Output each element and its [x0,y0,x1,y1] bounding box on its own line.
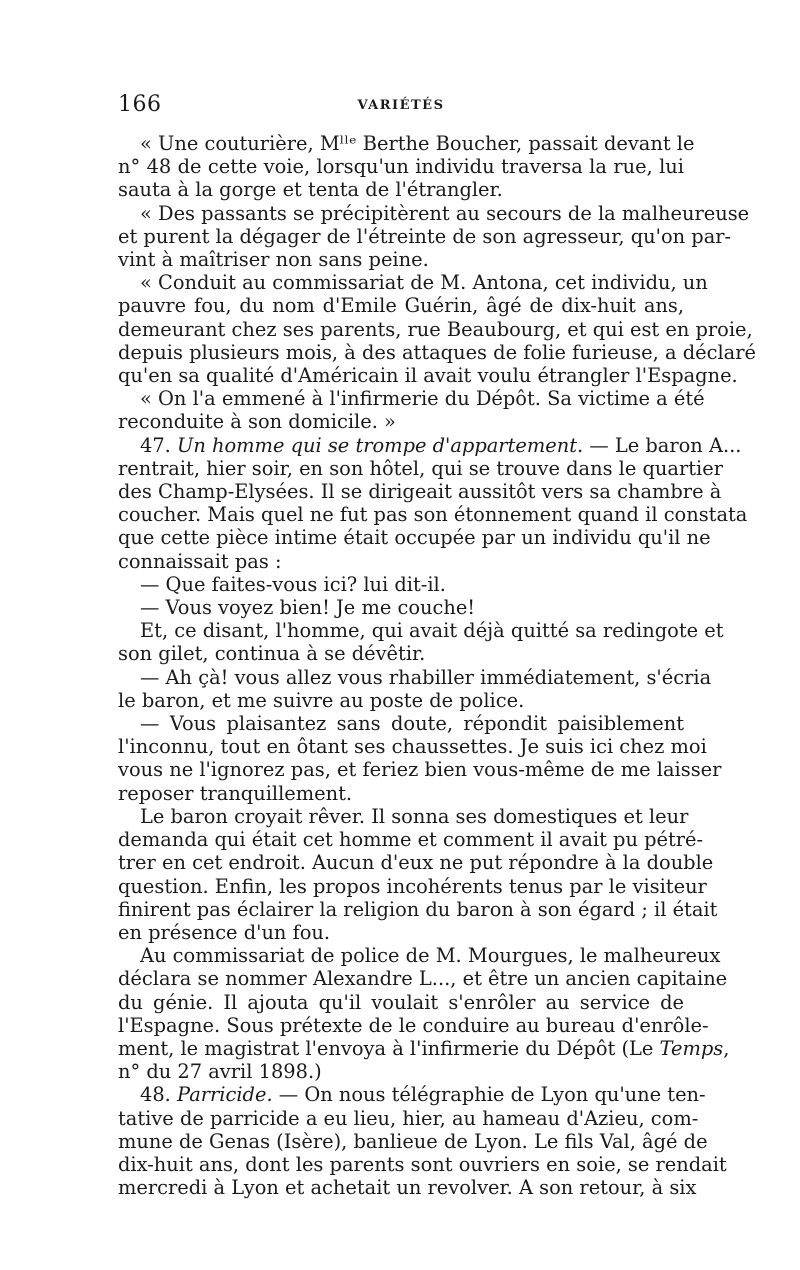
text-line: reconduite à son domicile. » [118,410,396,434]
book-page [118,92,756,1200]
text-line: demanda qui était cet homme et comment il avait pu pétré- [118,828,704,852]
text-line: — Vous plaisantez sans doute, répondit paisiblement [140,712,684,736]
text-line: mune de Genas (Isère), banlieue de Lyon. Le fils Val, âgé de [118,1129,708,1153]
italic-title: Temps [659,1036,724,1060]
text-line: et purent la dégager de l'étreinte de son agresseur, qu'on par- [118,224,732,248]
page-number: 166 [118,92,162,117]
text-line: « Des passants se précipitèrent au secours de la malheureuse [140,201,750,225]
body-text [118,132,756,1200]
text-line: « Une couturière, Mˡˡᵉ Berthe Boucher, passait devant le [140,132,695,155]
text-line: connaissait pas : [118,549,282,573]
text-line: l'inconnu, tout en ôtant ses chaussettes. Je suis ici chez moi [118,735,707,759]
text-line: l'Espagne. Sous prétexte de le conduire au bureau d'enrôle- [118,1013,709,1037]
text-line: du génie. Il ajouta qu'il voulait s'enrôler au service de [118,990,684,1014]
text-line: qu'en sa qualité d'Américain il avait voulu étrangler l'Espagne. [118,364,738,388]
text-line: déclara se nommer Alexandre L..., et être un ancien capitaine [118,967,728,991]
text-line: rentrait, hier soir, en son hôtel, qui se trouve dans le quartier [118,456,723,480]
text-line: vous ne l'ignorez pas, et feriez bien vous-même de me laisser [118,758,722,782]
text-line: — Que faites-vous ici? lui dit-il. [140,572,446,596]
text-line: 48. Parricide. — On nous télégraphie de Lyon qu'une ten- [140,1083,706,1107]
text-line: que cette pièce intime était occupée par un individu qu'il ne [118,526,711,550]
text-line: « On l'a emmené à l'infirmerie du Dépôt. Sa victime a été [140,387,705,411]
text-line: « Conduit au commissariat de M. Antona, cet individu, un [140,271,708,295]
italic-title: Parricide. [177,1083,273,1107]
text-line: coucher. Mais quel ne fut pas son étonnement quand il constata [118,503,748,527]
running-head [118,92,684,128]
text-line: demeurant chez ses parents, rue Beaubourg, et qui est en proie, [118,317,753,341]
text-line: en présence d'un fou. [118,920,331,944]
text-line: pauvre fou, du nom d'Emile Guérin, âgé de dix-huit ans, [118,294,684,318]
text-line: depuis plusieurs mois, à des attaques de folie furieuse, a déclaré [118,340,756,364]
text-line: dix-huit ans, dont les parents sont ouvriers en soie, se rendait [118,1152,727,1176]
text-line: n° du 27 avril 1898.) [118,1060,322,1084]
text-line: reposer tranquillement. [118,781,353,805]
text-line: 47. Un homme qui se trompe d'appartement. — Le baron A... [140,433,742,457]
text-line: trer en cet endroit. Aucun d'eux ne put répondre à la double [118,851,714,875]
text-line: Le baron croyait rêver. Il sonna ses domestiques et leur [140,804,689,828]
text-line: ment, le magistrat l'envoya à l'infirmerie du Dépôt (Le Temps, [118,1036,730,1060]
text-line: Au commissariat de police de M. Mourgues, le malheureux [140,944,721,968]
text-line: son gilet, continua à se dévêtir. [118,642,426,666]
text-line: des Champ-Elysées. Il se dirigeait aussitôt vers sa chambre à [118,480,722,504]
text-line: sauta à la gorge et tenta de l'étrangler. [118,178,503,202]
running-title: VARIÉTÉS [357,98,445,113]
text-line: le baron, et me suivre au poste de police. [118,688,525,712]
text-line: n° 48 de cette voie, lorsqu'un individu traversa la rue, lui [118,155,684,179]
text-line: finirent pas éclairer la religion du baron à son égard ; il était [118,897,718,921]
text-line: Et, ce disant, l'homme, qui avait déjà quitté sa redingote et [140,619,724,643]
text-line: tative de parricide a eu lieu, hier, au hameau d'Azieu, com- [118,1106,699,1130]
text-line: mercredi à Lyon et achetait un revolver. A son retour, à six [118,1176,697,1200]
text-line: — Ah çà! vous allez vous rhabiller immédiatement, s'écria [140,665,712,689]
italic-title: Un homme qui se trompe d'appartement. [177,433,584,457]
text-line: — Vous voyez bien! Je me couche! [140,596,476,620]
text-line: question. Enfin, les propos incohérents tenus par le visiteur [118,874,707,898]
text-line: vint à maîtriser non sans peine. [118,248,429,272]
